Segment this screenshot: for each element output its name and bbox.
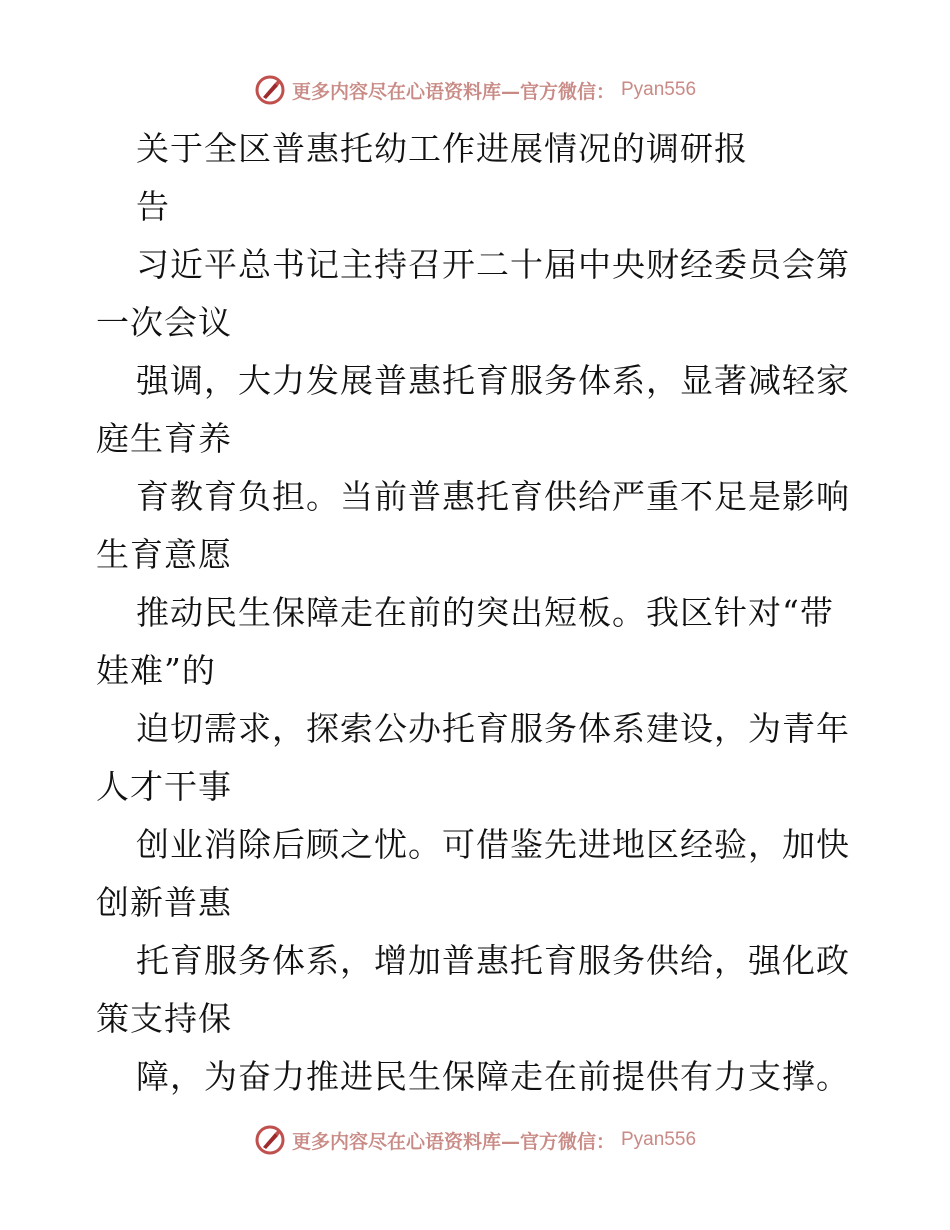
paragraph-line: 一次会议 xyxy=(96,303,232,342)
watermark-wechat-id: Pyan556 xyxy=(621,79,697,100)
paragraph-line: 托育服务体系，增加普惠托育服务供给，强化政 xyxy=(136,941,850,980)
paragraph-line: 创新普惠 xyxy=(96,883,232,922)
title-line-1: 关于全区普惠托幼工作进展情况的调研报 xyxy=(136,129,748,168)
watermark-text: 更多内容尽在心语资料库—官方微信： xyxy=(291,1130,615,1153)
paragraph-line: 人才干事 xyxy=(96,767,232,806)
paragraph-line: 育教育负担。当前普惠托育供给严重不足是影响 xyxy=(136,477,850,516)
footer-watermark xyxy=(0,1120,950,1160)
paragraph-line: 娃难”的 xyxy=(96,651,216,690)
title-line-2: 告 xyxy=(136,187,170,226)
paragraph-line: 习近平总书记主持召开二十届中央财经委员会第 xyxy=(136,245,850,284)
pen-nib-logo-icon xyxy=(254,1124,286,1156)
document-body xyxy=(96,120,856,1106)
paragraph-line: 推动民生保障走在前的突出短板。我区针对“带 xyxy=(136,593,834,632)
paragraph-line: 生育意愿 xyxy=(96,535,232,574)
watermark-text: 更多内容尽在心语资料库—官方微信： xyxy=(291,80,615,103)
header-watermark xyxy=(0,70,950,110)
watermark-wechat-id: Pyan556 xyxy=(621,1129,697,1150)
paragraph-line: 策支持保 xyxy=(96,999,232,1038)
paragraph-line: 迫切需求，探索公办托育服务体系建设，为青年 xyxy=(136,709,850,748)
paragraph-line: 障，为奋力推进民生保障走在前提供有力支撑。 xyxy=(136,1057,850,1096)
paragraph-line: 创业消除后顾之忧。可借鉴先进地区经验，加快 xyxy=(136,825,850,864)
paragraph-line: 强调，大力发展普惠托育服务体系，显著减轻家 xyxy=(136,361,850,400)
pen-nib-logo-icon xyxy=(254,74,286,106)
paragraph-line: 庭生育养 xyxy=(96,419,232,458)
